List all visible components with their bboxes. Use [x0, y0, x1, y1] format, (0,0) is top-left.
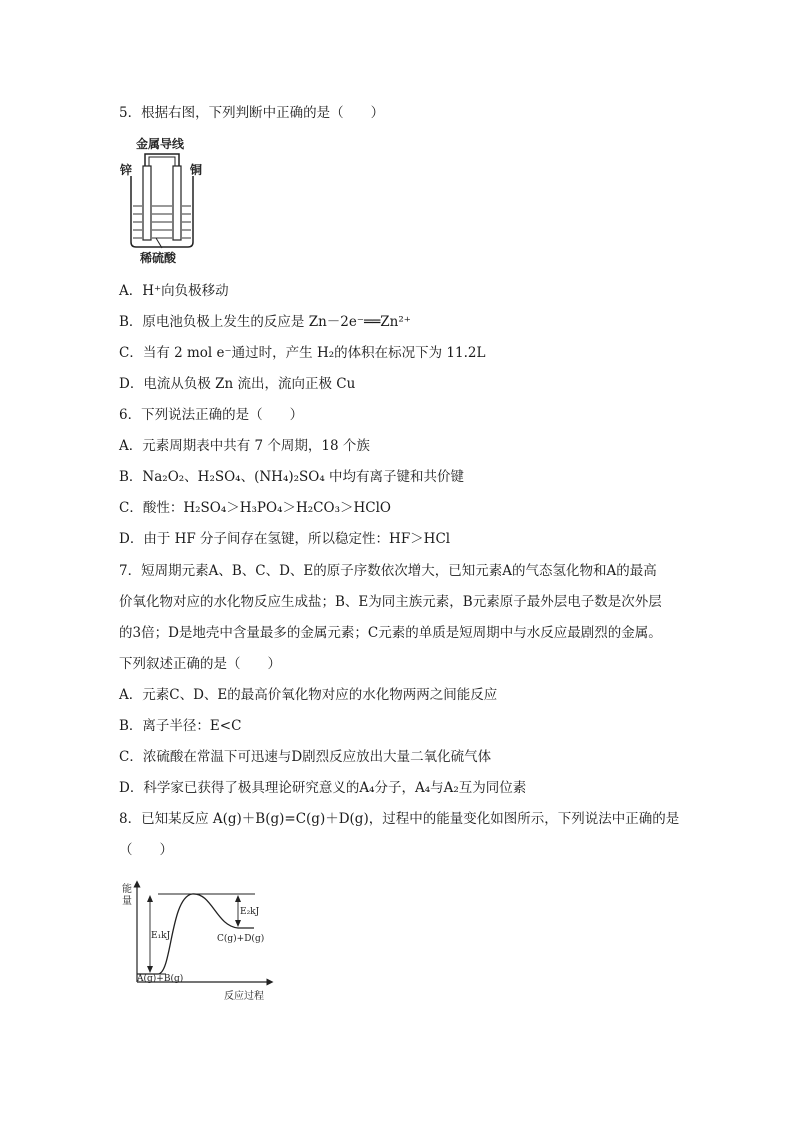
e1-label: E₁kJ	[151, 931, 171, 941]
q7-option-a: A．元素C、D、E的最高价氧化物对应的水化物两两之间能反应	[119, 687, 498, 703]
q6-option-d: D．由于 HF 分子间存在氢键，所以稳定性：HF＞HCl	[119, 531, 451, 547]
q6-option-a: A．元素周期表中共有 7 个周期，18 个族	[119, 438, 370, 454]
q7-stem-line3: 的3倍；D是地壳中含量最多的金属元素；C元素的单质是短周期中与水反应最剧烈的金属。	[119, 625, 662, 641]
q5-option-c: C．当有 2 mol e⁻通过时，产生 H₂的体积在标况下为 11.2L	[119, 345, 486, 361]
q7-stem-line1: 7．短周期元素A、B、C、D、E的原子序数依次增大，已知元素A的气态氢化物和A的最高	[119, 563, 657, 579]
q6-option-c: C．酸性：H₂SO₄＞H₃PO₄＞H₂CO₃＞HClO	[119, 500, 391, 516]
products-label: C(g)+D(g)	[217, 934, 265, 944]
q6-option-b: B．Na₂O₂、H₂SO₄、(NH₄)₂SO₄ 中均有离子键和共价键	[119, 469, 465, 485]
q7-option-d: D．科学家已获得了极具理论研究意义的A₄分子，A₄与A₂互为同位素	[119, 780, 527, 796]
q7-option-c: C．浓硫酸在常温下可迅速与D剧烈反应放出大量二氧化硫气体	[119, 749, 492, 765]
q6-stem: 6．下列说法正确的是（ ）	[119, 407, 304, 423]
q5-option-b: B．原电池负极上发生的反应是 Zn－2e⁻══Zn²⁺	[119, 314, 411, 330]
q8-stem-line2: （ ）	[119, 842, 173, 858]
acid-label: 稀硫酸	[140, 251, 177, 265]
q5-stem: 5．根据右图，下列判断中正确的是（ ）	[119, 105, 385, 121]
q8-stem-line1: 8．已知某反应 A(g)＋B(g)=C(g)＋D(g)，过程中的能量变化如图所示，下列说法中正确的是	[119, 811, 680, 827]
q5-option-d: D．电流从负极 Zn 流出，流向正极 Cu	[119, 376, 356, 392]
x-axis-label: 反应过程	[224, 991, 264, 1002]
energy-axis-label-1: 能	[122, 884, 132, 895]
copper-label: 铜	[190, 163, 203, 177]
reactants-label: A(g)+B(g)	[137, 974, 184, 984]
galvanic-cell-figure	[118, 134, 208, 266]
q7-stem-line4: 下列叙述正确的是（ ）	[119, 656, 281, 672]
energy-diagram	[120, 878, 280, 1006]
e2-label: E₂kJ	[240, 907, 260, 917]
q5-option-a: A．H⁺向负极移动	[119, 283, 229, 299]
wire-label: 金属导线	[136, 137, 185, 151]
q7-option-b: B．离子半径：E<C	[119, 718, 242, 734]
zinc-label: 锌	[120, 163, 133, 177]
energy-axis-label-2: 量	[122, 896, 132, 907]
q7-stem-line2: 价氧化物对应的水化物反应生成盐；B、E为同主族元素，B元素原子最外层电子数是次外层	[119, 594, 662, 610]
